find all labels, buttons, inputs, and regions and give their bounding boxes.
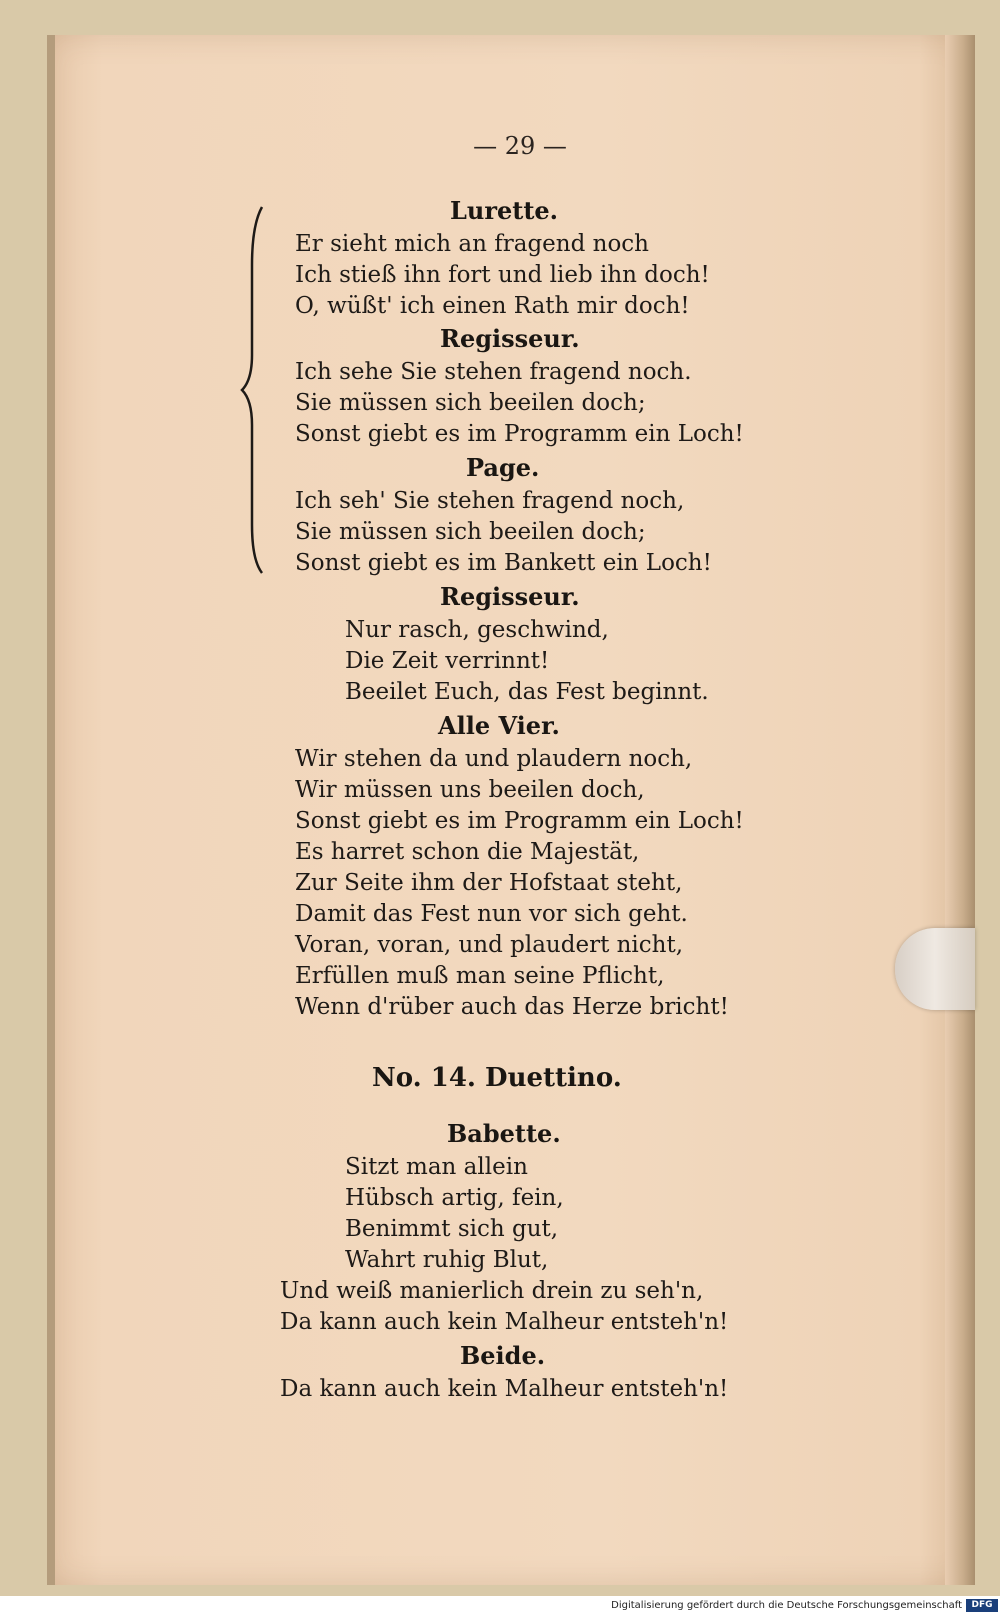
alle-line: Wir stehen da und plaudern noch, <box>295 746 693 772</box>
regisseur-line: Sonst giebt es im Programm ein Loch! <box>295 421 744 447</box>
alle-vier-heading: Alle Vier. <box>438 711 560 740</box>
regisseur-heading: Regisseur. <box>440 582 580 611</box>
alle-line: Wenn d'rüber auch das Herze bricht! <box>295 994 729 1020</box>
beide-line: Da kann auch kein Malheur entsteh'n! <box>280 1376 729 1402</box>
page-number: — 29 — <box>473 132 567 160</box>
alle-line: Zur Seite ihm der Hofstaat steht, <box>295 870 683 896</box>
lurette-line: O, wüßt' ich einen Rath mir doch! <box>295 293 690 319</box>
dfg-logo: DFG <box>966 1599 998 1612</box>
page-edge <box>945 35 975 1585</box>
page-gutter <box>47 35 55 1585</box>
regisseur-line: Ich sehe Sie stehen fragend noch. <box>295 359 692 385</box>
babette-line: Wahrt ruhig Blut, <box>345 1247 549 1273</box>
page-line: Ich seh' Sie stehen fragend noch, <box>295 488 685 514</box>
regisseur-heading: Regisseur. <box>440 324 580 353</box>
beide-heading: Beide. <box>460 1341 546 1370</box>
regisseur-line: Sie müssen sich beeilen doch; <box>295 390 646 416</box>
page-heading: Page. <box>466 453 540 482</box>
lurette-heading: Lurette. <box>450 196 559 225</box>
babette-line: Hübsch artig, fein, <box>345 1185 564 1211</box>
babette-line: Da kann auch kein Malheur entsteh'n! <box>280 1309 729 1335</box>
babette-line: Und weiß manierlich drein zu seh'n, <box>280 1278 704 1304</box>
regisseur-line: Nur rasch, geschwind, <box>345 617 609 643</box>
page-clip <box>895 928 975 1010</box>
number-title: No. 14. Duettino. <box>372 1063 622 1093</box>
babette-line: Benimmt sich gut, <box>345 1216 559 1242</box>
page-line: Sie müssen sich beeilen doch; <box>295 519 646 545</box>
page-line: Sonst giebt es im Bankett ein Loch! <box>295 550 712 576</box>
regisseur-line: Beeilet Euch, das Fest beginnt. <box>345 679 709 705</box>
alle-line: Wir müssen uns beeilen doch, <box>295 777 645 803</box>
babette-heading: Babette. <box>447 1119 561 1148</box>
lurette-line: Ich stieß ihn fort und lieb ihn doch! <box>295 262 710 288</box>
brace-icon <box>240 205 270 575</box>
footer-credit: Digitalisierung gefördert durch die Deutsche Forschungsgemeinschaft <box>611 1600 962 1611</box>
lurette-line: Er sieht mich an fragend noch <box>295 231 649 257</box>
footer <box>0 1598 1000 1614</box>
alle-line: Erfüllen muß man seine Pflicht, <box>295 963 665 989</box>
alle-line: Damit das Fest nun vor sich geht. <box>295 901 688 927</box>
alle-line: Es harret schon die Majestät, <box>295 839 640 865</box>
regisseur-line: Die Zeit verrinnt! <box>345 648 550 674</box>
babette-line: Sitzt man allein <box>345 1154 528 1180</box>
alle-line: Voran, voran, und plaudert nicht, <box>295 932 684 958</box>
alle-line: Sonst giebt es im Programm ein Loch! <box>295 808 744 834</box>
